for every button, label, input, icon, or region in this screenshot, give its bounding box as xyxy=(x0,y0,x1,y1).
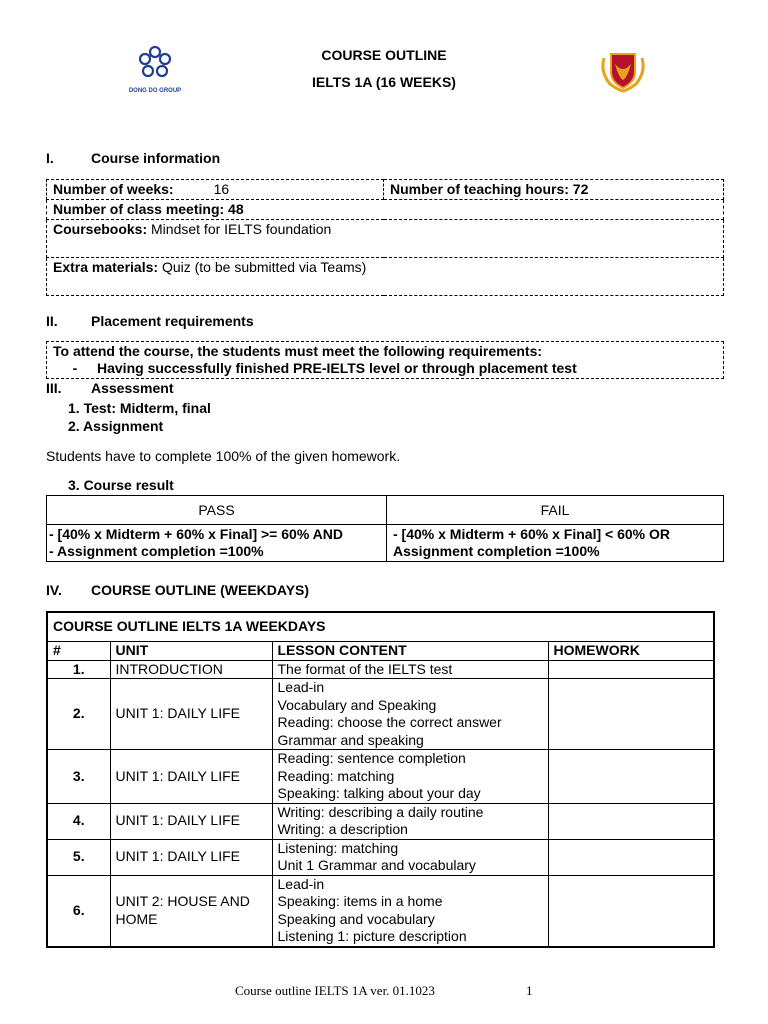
lesson-item: Listening 1: picture description xyxy=(277,928,467,944)
assessment-item-assignment: 2. Assignment xyxy=(68,418,164,434)
extra-materials-label: Extra materials: xyxy=(53,259,159,275)
row-lesson-content xyxy=(272,839,548,875)
section-placement-requirements xyxy=(46,313,254,329)
row-homework xyxy=(548,750,714,804)
outline-caption: COURSE OUTLINE IELTS 1A WEEKDAYS xyxy=(47,612,714,642)
row-homework xyxy=(548,679,714,750)
header-number: # xyxy=(47,642,110,661)
row-homework xyxy=(548,660,714,679)
row-homework xyxy=(548,803,714,839)
table-row xyxy=(47,839,714,875)
header-lesson-content: LESSON CONTENT xyxy=(272,642,548,661)
page-number: 1 xyxy=(526,983,533,998)
row-unit: UNIT 1: DAILY LIFE xyxy=(110,679,272,750)
lesson-item: Listening: matching xyxy=(277,839,399,856)
row-lesson-content xyxy=(272,660,548,679)
row-unit: UNIT 1: DAILY LIFE xyxy=(110,803,272,839)
weeks-cell xyxy=(47,180,384,200)
section-number: IV. xyxy=(46,582,62,598)
pass-criteria-line: - [40% x Midterm + 60% x Final] >= 60% AND xyxy=(49,526,343,542)
row-unit: UNIT 1: DAILY LIFE xyxy=(110,839,272,875)
weeks-value: 16 xyxy=(213,181,230,197)
meetings-label: Number of class meeting: 48 xyxy=(53,201,244,217)
pass-criteria xyxy=(47,525,387,562)
lesson-item: Writing: describing a daily routine xyxy=(277,803,484,820)
table-row xyxy=(47,875,714,947)
row-number: 6. xyxy=(47,875,110,947)
homework-note: Students have to complete 100% of the given homework. xyxy=(46,448,401,464)
section-number: III. xyxy=(46,380,62,396)
lesson-item: Speaking: items in a home xyxy=(277,893,443,909)
coursebooks-value: Mindset for IELTS foundation xyxy=(147,221,332,237)
row-lesson-content xyxy=(272,803,548,839)
section-title: Course information xyxy=(91,150,221,166)
logo-caption: DONG DO GROUP xyxy=(128,88,182,94)
lesson-item: Vocabulary and Speaking xyxy=(277,696,437,713)
row-unit: UNIT 2: HOUSE AND HOME xyxy=(110,875,272,947)
document-subtitle: IELTS 1A (16 WEEKS) xyxy=(312,74,456,90)
section-number: II. xyxy=(46,313,58,329)
weeks-label: Number of weeks: xyxy=(53,181,174,197)
hours-label: Number of teaching hours: 72 xyxy=(390,181,589,197)
pass-header: PASS xyxy=(47,496,387,525)
placement-cell xyxy=(47,342,724,379)
header-unit: UNIT xyxy=(110,642,272,661)
lesson-item: Reading: sentence completion xyxy=(277,750,466,766)
row-number: 3. xyxy=(47,750,110,804)
table-row xyxy=(47,750,714,804)
lesson-item: Speaking: talking about your day xyxy=(277,785,481,801)
course-outline-table xyxy=(46,611,715,948)
fail-criteria xyxy=(387,525,724,562)
table-row xyxy=(47,803,714,839)
placement-bullet-item xyxy=(53,360,717,377)
row-number: 5. xyxy=(47,839,110,875)
section-title: Placement requirements xyxy=(91,313,254,329)
row-number: 2. xyxy=(47,679,110,750)
placement-bullet-text: Having successfully finished PRE-IELTS level or through placement test xyxy=(97,360,577,376)
row-unit: INTRODUCTION xyxy=(110,660,272,679)
section-title: Assessment xyxy=(91,380,174,396)
footer-text: Course outline IELTS 1A ver. 01.1023 xyxy=(235,983,435,998)
course-result-table xyxy=(46,495,724,562)
lesson-item: The format of the IELTS test xyxy=(277,660,453,677)
fail-header: FAIL xyxy=(387,496,724,525)
lesson-item: Speaking and vocabulary xyxy=(277,910,435,927)
row-homework xyxy=(548,875,714,947)
table-row xyxy=(47,660,714,679)
meetings-cell xyxy=(47,200,724,220)
section-assessment xyxy=(46,380,174,396)
bullet-dash: - xyxy=(72,360,78,376)
row-lesson-content xyxy=(272,679,548,750)
section-course-outline xyxy=(46,582,309,598)
row-homework xyxy=(548,839,714,875)
row-number: 1. xyxy=(47,660,110,679)
fail-criteria-line: Assignment completion =100% xyxy=(393,543,600,559)
lesson-item: Unit 1 Grammar and vocabulary xyxy=(277,857,476,873)
row-lesson-content xyxy=(272,875,548,947)
lesson-item: Grammar and speaking xyxy=(277,731,424,748)
table-row xyxy=(47,679,714,750)
extra-materials-cell xyxy=(47,258,724,296)
coursebooks-cell xyxy=(47,220,724,258)
outline-header-row xyxy=(47,642,714,661)
section-course-information xyxy=(46,150,220,166)
header-homework: HOMEWORK xyxy=(548,642,714,661)
row-unit: UNIT 1: DAILY LIFE xyxy=(110,750,272,804)
course-info-table xyxy=(46,179,724,296)
extra-materials-value: Quiz (to be submitted via Teams) xyxy=(158,259,367,275)
row-lesson-content xyxy=(272,750,548,804)
section-title: COURSE OUTLINE (WEEKDAYS) xyxy=(91,582,310,598)
placement-table xyxy=(46,341,724,379)
lesson-item: Lead-in xyxy=(277,679,325,695)
lesson-item: Reading: matching xyxy=(277,767,395,784)
row-number: 4. xyxy=(47,803,110,839)
assessment-item-course-result: 3. Course result xyxy=(68,477,174,493)
pass-criteria-line: - Assignment completion =100% xyxy=(49,543,264,559)
lesson-item: Reading: choose the correct answer xyxy=(277,714,502,730)
lesson-item: Writing: a description xyxy=(277,821,408,837)
document-title: COURSE OUTLINE xyxy=(321,47,447,63)
fail-criteria-line: - [40% x Midterm + 60% x Final] < 60% OR xyxy=(393,526,670,542)
section-number: I. xyxy=(46,150,54,166)
assessment-item-test: 1. Test: Midterm, final xyxy=(68,400,211,416)
coursebooks-label: Coursebooks: xyxy=(53,221,148,237)
placement-requirement-text: To attend the course, the students must meet the following requirements: xyxy=(53,343,543,359)
lesson-item: Lead-in xyxy=(277,875,325,892)
hours-cell xyxy=(384,180,724,200)
